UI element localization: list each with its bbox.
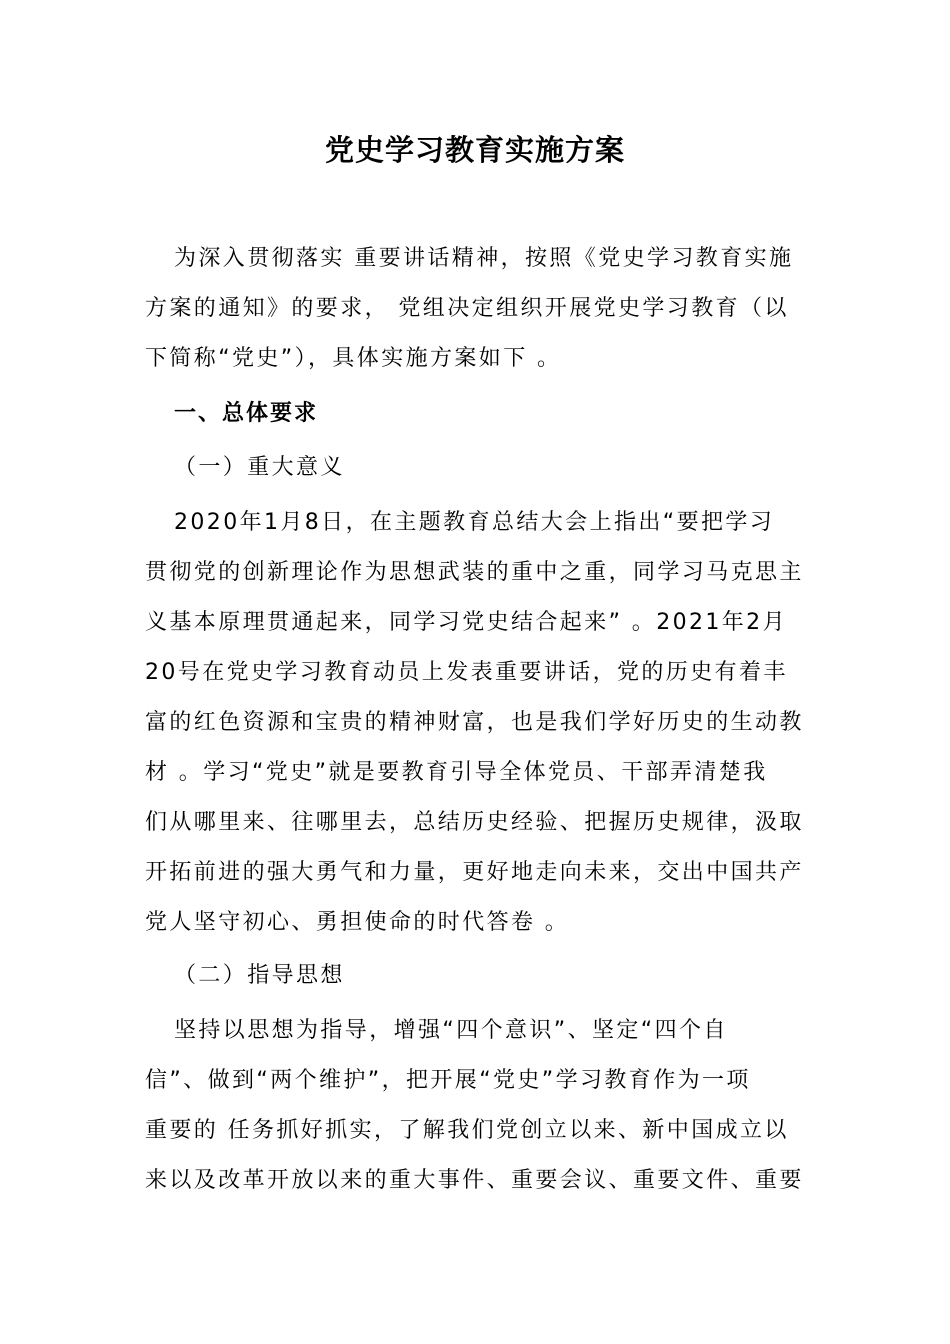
paragraph-line: 20号在党史学习教育动员上发表重要讲话，党的历史有着丰 (145, 660, 788, 685)
paragraph-line: 开拓前进的强大勇气和力量，更好地走向未来，交出中国共产 (145, 860, 804, 885)
paragraph-line: 下简称“党史”），具体实施方案如下 。 (145, 346, 562, 371)
paragraph-line: 党人坚守初心、勇担使命的时代答卷 。 (145, 910, 570, 935)
paragraph-line: 义基本原理贯通起来，同学习党史结合起来” 。2021年2月 (145, 610, 787, 635)
paragraph-line: 们从哪里来、往哪里去，总结历史经验、把握历史规律，汲取 (145, 810, 804, 835)
paragraph-line: 信”、做到“两个维护”，把开展“党史”学习教育作为一项 (145, 1068, 751, 1093)
paragraph-line: 材 。学习“党史”就是要教育引导全体党员、干部弄清楚我 (145, 760, 768, 785)
paragraph-line: 来以及改革开放以来的重大事件、重要会议、重要文件、重要 (145, 1168, 804, 1193)
document-title: 党史学习教育实施方案 (324, 133, 625, 167)
section-heading: 一、总体要求 (174, 401, 319, 426)
paragraph-line: 2020年1月8日，在主题教育总结大会上指出“要把学习 (174, 510, 775, 535)
paragraph-line: 方案的通知》的要求， 党组决定组织开展党史学习教育（以 (145, 296, 789, 321)
subsection-heading: （二）指导思想 (174, 963, 345, 988)
subsection-heading: （一）重大意义 (174, 455, 345, 480)
paragraph-line: 重要的 任务抓好抓实，了解我们党创立以来、新中国成立以 (145, 1118, 789, 1143)
paragraph-line: 富的红色资源和宝贵的精神财富，也是我们学好历史的生动教 (145, 710, 804, 735)
paragraph-line: 贯彻党的创新理论作为思想武装的重中之重，同学习马克思主 (145, 560, 804, 585)
paragraph-line: 坚持以思想为指导，增强“四个意识”、坚定“四个自 (174, 1018, 728, 1043)
paragraph-line: 为深入贯彻落实 重要讲话精神，按照《党史学习教育实施 (174, 246, 794, 271)
